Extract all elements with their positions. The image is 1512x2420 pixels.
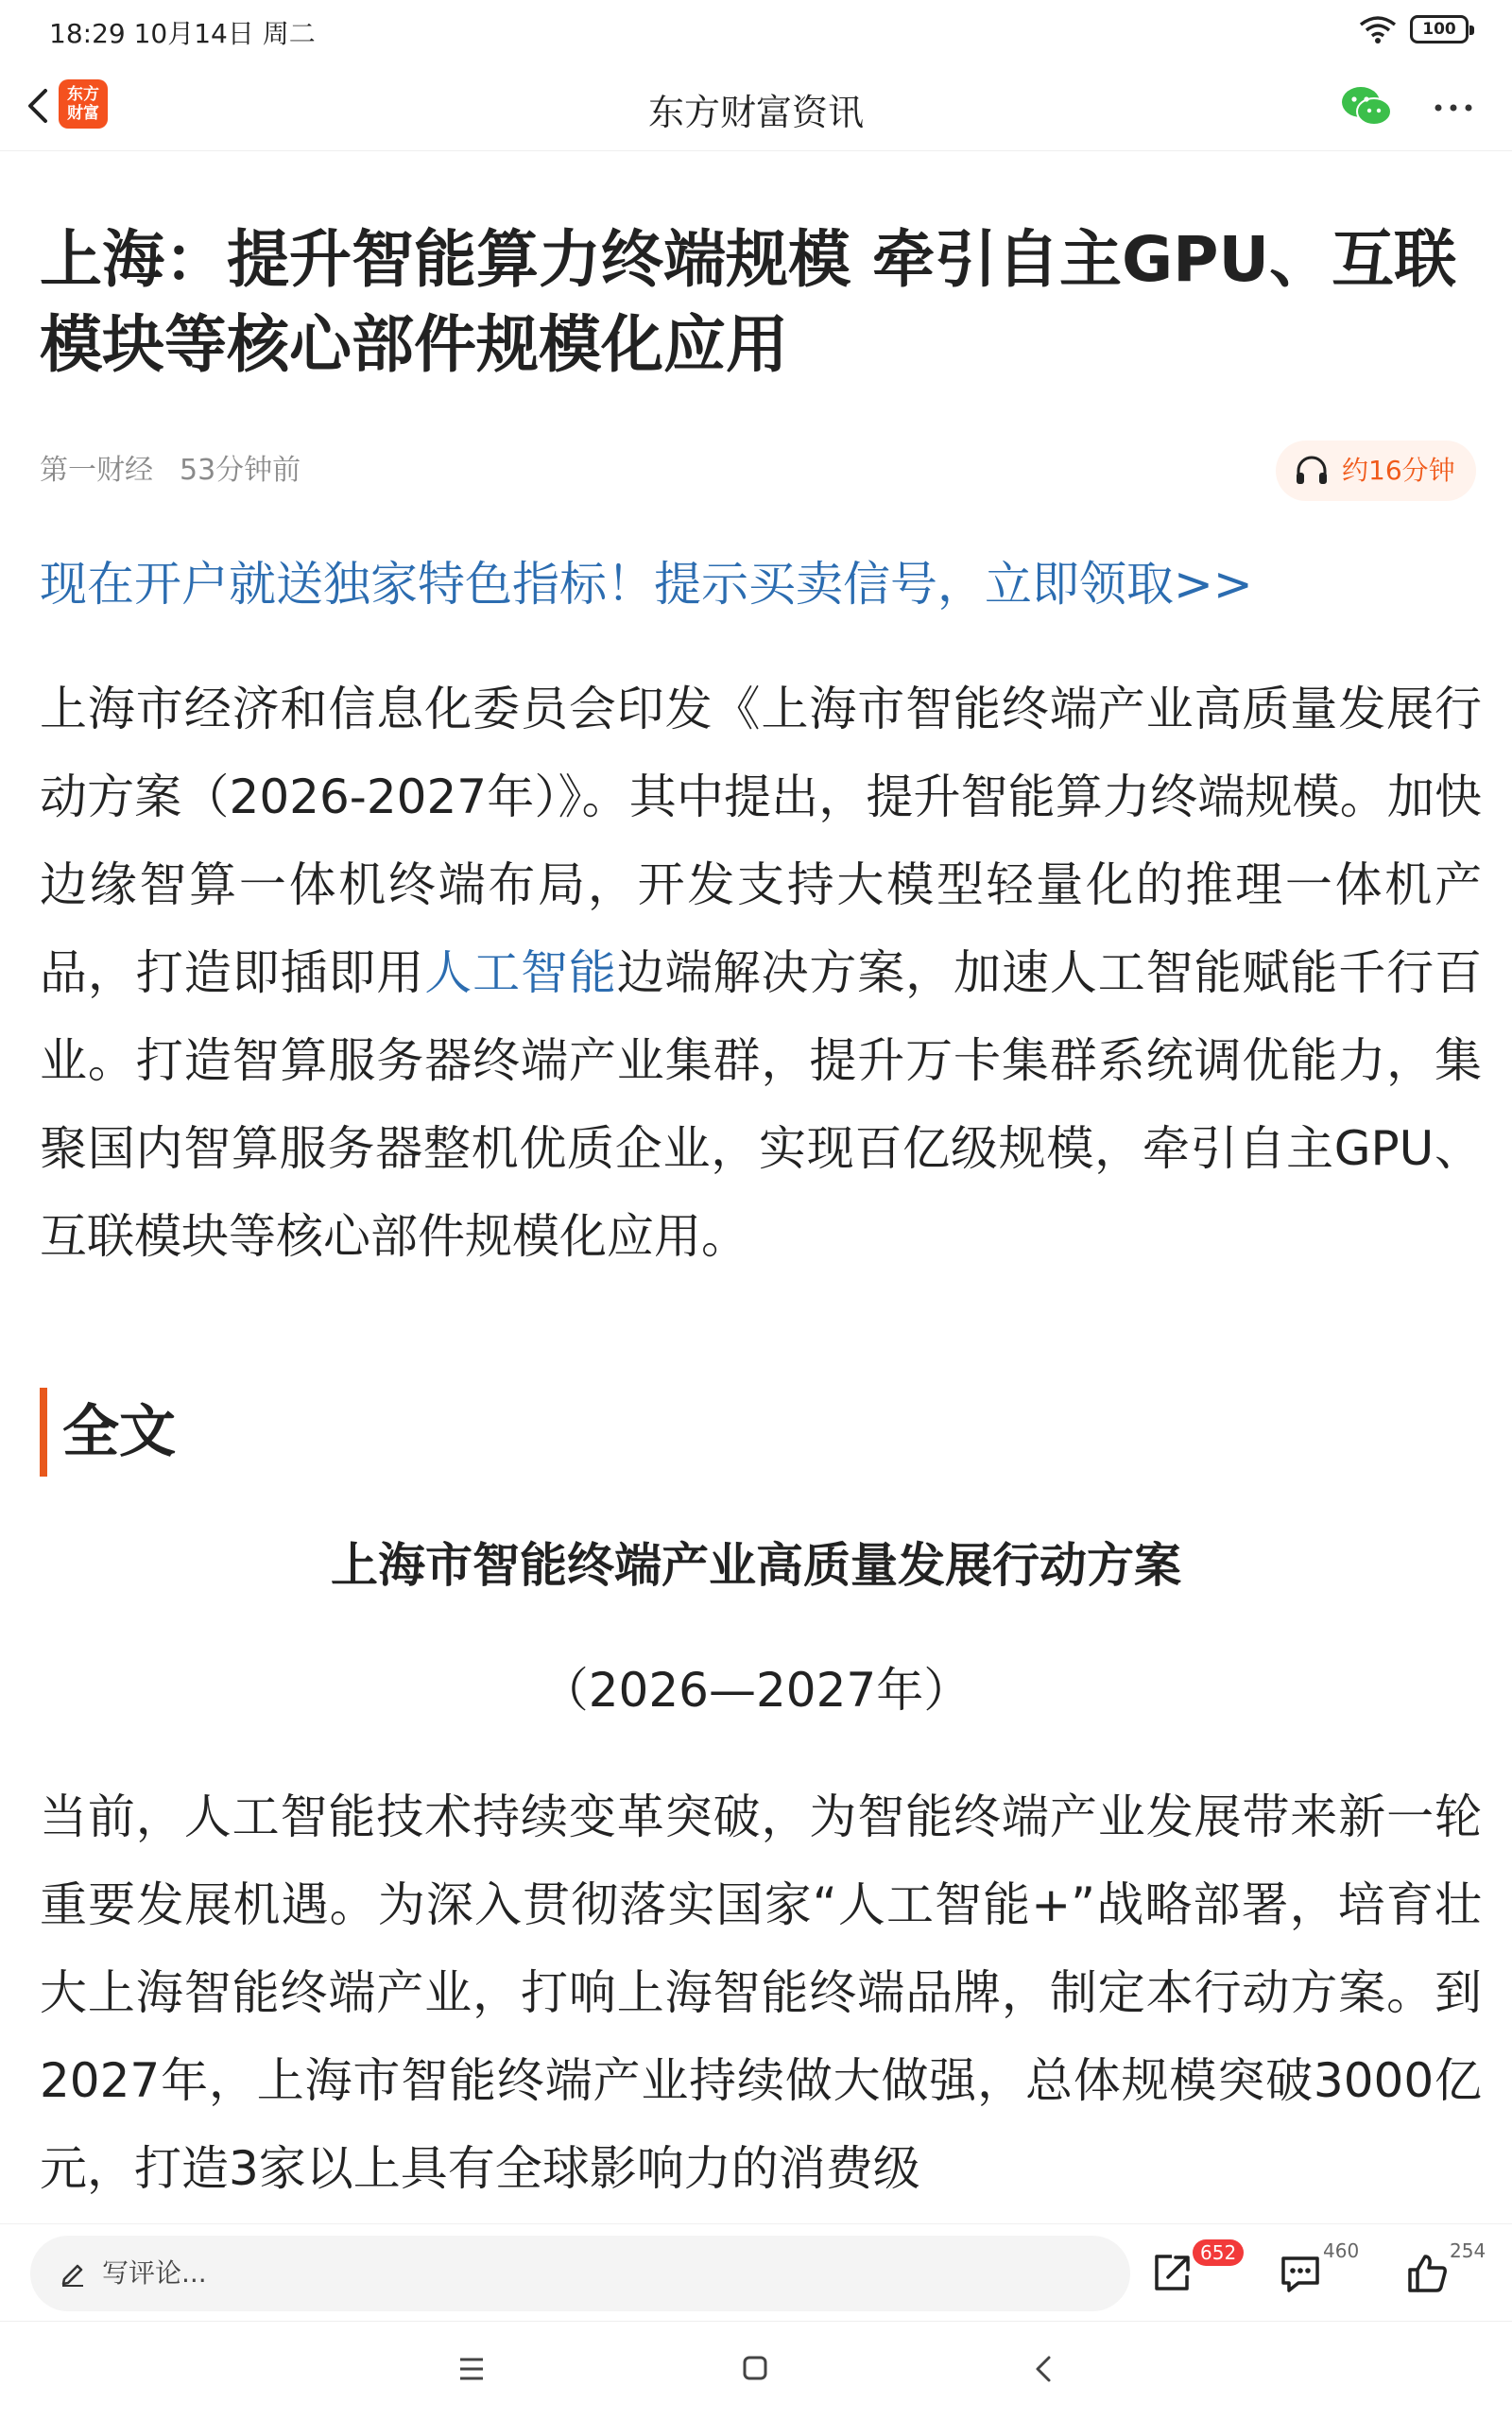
comment-input[interactable] — [30, 2236, 1130, 2311]
wifi-icon — [1359, 15, 1397, 43]
thumbs-up-icon — [1404, 2251, 1450, 2296]
comments-button[interactable] — [1278, 2239, 1382, 2306]
article-body-paragraph: 当前，人工智能技术持续变革突破，为智能终端产业发展带来新一轮重要发展机遇。为深入贯彻落实国家“人工智能+”战略部署，培育壮大上海智能终端产业，打响上海智能终端品牌，制定本行动方案。到2027年，上海市智能终端产业持续做大做强，总体规模突破3000亿元，打造3家以上具有全球影响力的消费级 — [40, 1789, 1482, 2196]
share-button[interactable] — [1149, 2239, 1240, 2306]
pen-icon — [59, 2258, 87, 2287]
back-nav-icon[interactable] — [1030, 2350, 1058, 2388]
listen-audio-button[interactable] — [1276, 441, 1476, 501]
promo-link[interactable]: 现在开户就送独家特色指标！提示买卖信号，立即领取>> — [40, 557, 1253, 612]
comment-icon — [1278, 2251, 1323, 2296]
comment-placeholder: 写评论... — [102, 2257, 207, 2289]
article-source: 第一财经 — [40, 454, 153, 487]
status-bar — [0, 0, 1512, 60]
document-subtitle: （2026—2027年） — [541, 1663, 971, 1718]
section-heading: 全文 — [40, 1388, 176, 1477]
ai-keyword-link[interactable]: 人工智能 — [424, 945, 617, 1000]
wechat-share-icon[interactable] — [1340, 83, 1393, 129]
status-time: 18:29 10月14日 周二 — [49, 18, 316, 49]
page-title: 东方财富资讯 — [647, 92, 864, 133]
logo-text-bottom: 财富 — [67, 104, 99, 123]
listen-duration: 约16分钟 — [1342, 455, 1455, 486]
document-title: 上海市智能终端产业高质量发展行动方案 — [331, 1538, 1181, 1593]
logo-text-top: 东方 — [67, 85, 99, 104]
intro-text-part2: 边端解决方案，加速人工智能赋能千行百业。打造智算服务器终端产业集群，提升万卡集群系统调优能力，集聚国内智算服务器整机优质企业，实现百亿级规模，牵引自主GPU、互联模块等核心部件规模化应用。 — [40, 945, 1483, 1264]
headphones-icon — [1295, 456, 1329, 486]
article-time: 53分钟前 — [180, 454, 301, 487]
article-meta — [40, 446, 301, 488]
home-icon[interactable] — [741, 2350, 769, 2388]
system-navigation-bar — [0, 2322, 1512, 2420]
more-options-icon[interactable] — [1425, 89, 1482, 127]
article-intro-paragraph — [40, 666, 1482, 1281]
top-nav-bar — [0, 60, 1512, 151]
article-headline: 上海：提升智能算力终端规模 牵引自主GPU、互联模块等核心部件规模化应用 — [40, 223, 1457, 381]
intro-text-part1: 上海市经济和信息化委员会印发《上海市智能终端产业高质量发展行动方案（2026-2027年）》。其中提出，提升智能算力终端规模。加快边缘智算一体机终端布局，开发支持大模型轻量化的推理一体机产品，打造即插即用 — [40, 682, 1482, 1000]
comment-count: 460 — [1323, 2239, 1360, 2262]
like-button[interactable] — [1404, 2239, 1508, 2306]
battery-indicator: 100 — [1410, 15, 1469, 43]
like-count: 254 — [1450, 2239, 1486, 2262]
bottom-action-bar — [0, 2223, 1512, 2322]
menu-icon[interactable] — [457, 2350, 486, 2388]
share-icon — [1149, 2251, 1194, 2296]
share-count-badge: 652 — [1193, 2239, 1244, 2266]
